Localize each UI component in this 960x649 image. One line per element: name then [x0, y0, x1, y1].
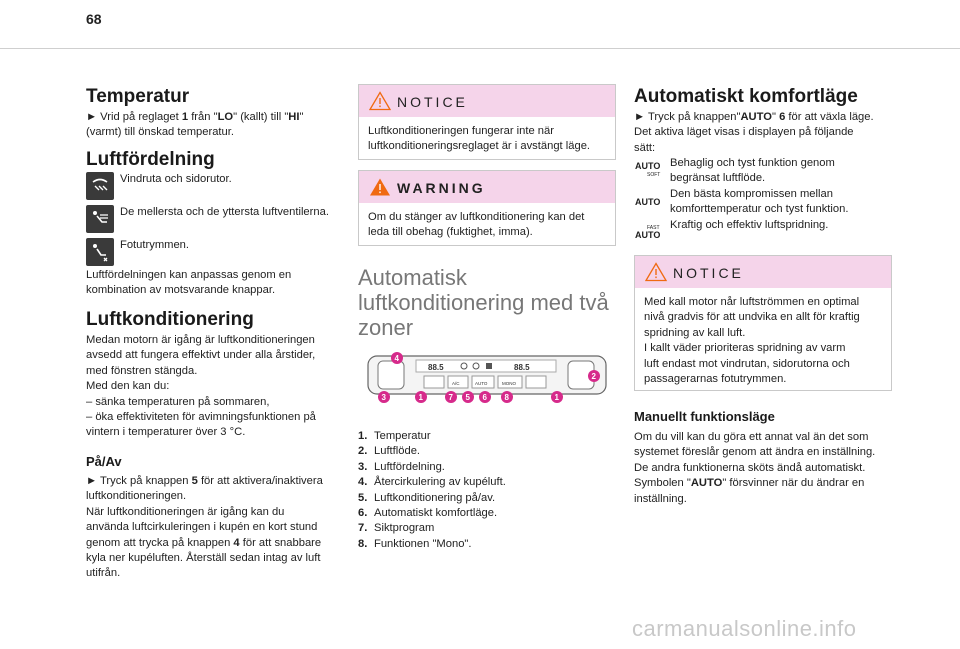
auto-soft-icon [634, 156, 664, 184]
callout: 6 [482, 393, 487, 402]
vents-airflow-icon [86, 205, 114, 233]
notice-header [635, 256, 891, 288]
heading-paav: På/Av [86, 454, 122, 469]
legend-item: 1. Temperatur [358, 430, 431, 442]
heading-manuellt: Manuellt funktionsläge [634, 409, 775, 424]
luftfordelning-item-label: De mellersta och de yttersta luftventilerna. [120, 206, 329, 218]
auto-mode-desc: Den bästa kompromissen mellan komforttemperatur och tyst funktion. [670, 188, 849, 216]
luftfordelning-item [86, 172, 356, 200]
callout: 3 [381, 393, 386, 402]
warning-body: Om du stänger av luftkonditionering kan det leda till obehag (fuktighet, imma). [368, 211, 585, 239]
callout: 7 [448, 393, 453, 402]
notice-body: Med kall motor når luftströmmen en optimal nivå gradvis för att undvika en allt för kraftig spridning av kall luft. I kallt väder prioriteras spridning av varm luft endast mot vindrutan, sidorutorna och passagerarnas fotutrymmen. [644, 296, 860, 386]
section-title-tvazon: Automatisk luftkonditionering med två zoner [358, 265, 609, 340]
paav-text: ► Tryck på knappen 5 för att aktivera/inaktivera luftkonditioneringen. När luftkonditioneringen är igång kan du använda luftcirkuleringen i kupén en kort stund genom att trycka på knappen 4 för att snabbare kyla ner kupéluften. Återställ sedan intag av luft utifrån. [86, 475, 323, 580]
legend-item: 8. Funktionen "Mono". [358, 537, 472, 550]
notice-box [358, 84, 616, 160]
notice-body: Luftkonditioneringen fungerar inte när luftkonditioneringsreglaget är i avstängt läge. [368, 125, 591, 153]
panel-btn-auto: AUTO [475, 381, 488, 386]
panel-legend [358, 429, 616, 552]
auto-mode-desc: Behaglig och tyst funktion genom begränsat luftflöde. [670, 157, 835, 185]
auto-mode-row [634, 218, 894, 246]
auto-icon [634, 187, 664, 215]
watermark: carmanualsonline.info [632, 616, 857, 641]
heading-luftkonditionering: Luftkonditionering [86, 309, 254, 330]
notice-title: NOTICE [673, 265, 744, 281]
warning-header [359, 171, 615, 203]
auto-intro: ► Tryck på knappen"AUTO" 6 för att växla läge. Det aktiva läget visas i displayen på följande sätt: [634, 111, 874, 154]
notice-title: NOTICE [397, 94, 468, 110]
callout: 5 [465, 393, 470, 402]
callout: 2 [591, 372, 596, 381]
panel-display-left: 88.5 [428, 363, 444, 372]
svg-text:SOFT: SOFT [647, 172, 661, 178]
warning-triangle-icon [645, 262, 667, 282]
heading-automatiskt-komfortlage: Automatiskt komfortläge [634, 86, 858, 107]
temperatur-text: ► Vrid på reglaget 1 från "LO" (kallt) till "HI" (varmt) till önskad temperatur. [86, 111, 304, 139]
climate-panel-diagram [364, 350, 614, 408]
auto-mode-row [634, 187, 894, 218]
luftfordelning-item [86, 205, 356, 233]
heading-luftfordelning: Luftfördelning [86, 149, 215, 170]
legend-item: 7. Siktprogram [358, 522, 435, 535]
callout: 1 [418, 393, 423, 402]
manual-text: Om du vill kan du göra ett annat val än det som systemet föreslår genom att ändra en inställning. De andra funktionerna sköts ändå automatiskt. Symbolen "AUTO" försvinner när du ändrar en inställning. [634, 431, 876, 505]
luftfordelning-item [86, 238, 356, 266]
luftfordelning-item-label: Fotutrymmen. [120, 239, 190, 251]
warning-title: WARNING [397, 180, 486, 196]
luftfordelning-note: Luftfördelningen kan anpassas genom en kombination av motsvarande knappar. [86, 269, 292, 297]
svg-text:AUTO: AUTO [635, 230, 661, 240]
notice-header [359, 85, 615, 117]
legend-item: 3. Luftfördelning. [358, 460, 445, 473]
notice-box [634, 255, 892, 391]
legend-item: 4. Återcirkulering av kupéluft. [358, 476, 506, 489]
svg-text:FAST: FAST [647, 225, 660, 231]
heading-temperatur: Temperatur [86, 86, 190, 107]
header-divider [0, 48, 960, 49]
legend-item: 5. Luftkonditionering på/av. [358, 491, 496, 504]
panel-btn-ac: A/C [452, 381, 460, 386]
warning-box [358, 170, 616, 246]
page-number: 68 [86, 11, 102, 27]
footwell-airflow-icon [86, 238, 114, 266]
auto-mode-desc: Kraftig och effektiv luftspridning. [670, 219, 829, 231]
legend-item: 2. Luftflöde. [358, 445, 421, 458]
legend-item: 6. Automatiskt komfortläge. [358, 507, 498, 520]
panel-display-right: 88.5 [514, 363, 530, 372]
warning-triangle-icon [369, 177, 391, 197]
callout: 1 [554, 393, 559, 402]
auto-mode-row [634, 156, 894, 187]
windscreen-airflow-icon [86, 172, 114, 200]
svg-text:AUTO: AUTO [635, 161, 661, 171]
svg-text:AUTO: AUTO [635, 197, 661, 207]
luftfordelning-item-label: Vindruta och sidorutor. [120, 173, 232, 185]
luftkonditionering-text: Medan motorn är igång är luftkonditioneringen avsedd att fungera effektivt under alla årstider, med fönstren stängda. Med den kan du: – sänka temperaturen på sommaren, – öka effektiviteten för avimningsfunktionen på vintern i temperaturer över 3 °C. [86, 334, 316, 439]
warning-triangle-icon [369, 91, 391, 111]
auto-fast-icon [634, 218, 664, 246]
callout: 4 [394, 354, 399, 363]
callout: 8 [504, 393, 509, 402]
panel-btn-mono: MONO [502, 381, 516, 386]
